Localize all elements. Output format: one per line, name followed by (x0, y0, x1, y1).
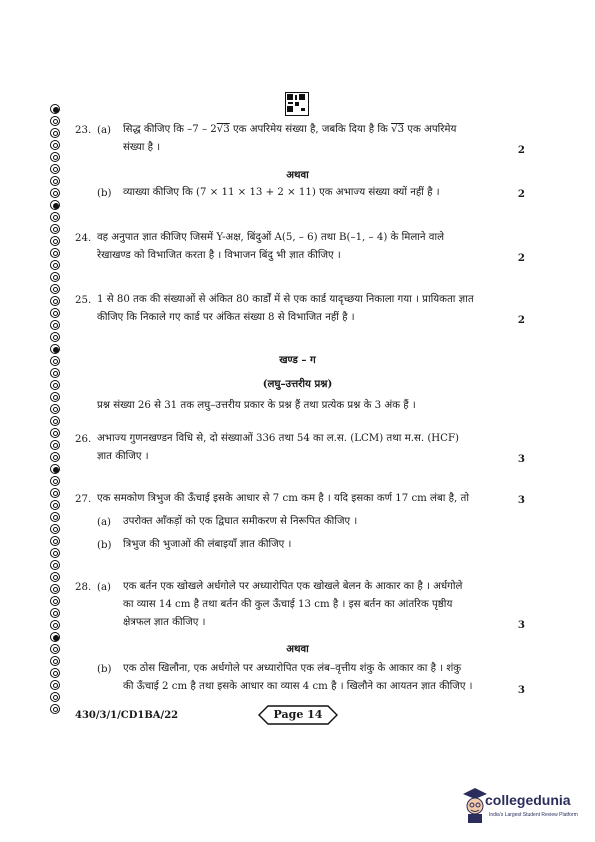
question-part-label: (a) (97, 582, 112, 593)
question-24-text: वह अनुपात ज्ञात कीजिए जिसमें Y-अक्ष, बिंदुओं A(5, – 6) तथा B(–1, – 4) के मिलाने वाले रेखाखण्ड को विभाजित करता है । विभाजन बिंदु भी ज्ञात कीजिए । (97, 232, 444, 261)
registration-circle (50, 500, 60, 510)
registration-circle (50, 584, 60, 594)
question-number: 25. (75, 295, 92, 306)
registration-circle (50, 320, 60, 330)
marks: 3 (517, 494, 525, 506)
registration-circle (50, 620, 60, 630)
registration-circle (50, 680, 60, 690)
question-27a-text: उपरोक्त आँकड़ों को एक द्विघात समीकरण से निरूपित कीजिए । (123, 516, 358, 527)
registration-circle (50, 464, 60, 474)
registration-circle (50, 476, 60, 486)
question-part-label: (b) (97, 664, 112, 675)
question-number: 23. (75, 125, 92, 136)
page-number: Page 14 (273, 708, 323, 721)
paper-code: 430/3/1/CD1BA/22 (75, 710, 179, 721)
registration-circles (50, 104, 64, 716)
question-number: 28. (75, 582, 92, 593)
question-part-label: (b) (97, 540, 112, 551)
registration-circle (50, 116, 60, 126)
registration-circle (50, 692, 60, 702)
question-27b-text: त्रिभुज की भुजाओं की लंबाइयाँ ज्ञात कीजिए । (123, 539, 292, 550)
brand-name: collegedunia (485, 792, 571, 808)
collegedunia-mascot-icon (459, 786, 487, 824)
registration-circle (50, 536, 60, 546)
registration-circle (50, 668, 60, 678)
question-28a-text: एक बर्तन एक खोखले अर्धगोले पर अध्यारोपित एक खोखले बेलन के आकार का है । अर्धगोले का व्यास 14 cm है तथा बर्तन की कुल ऊँचाई 13 cm है । इस बर्तन का आंतरिक पृष्ठीय क्षेत्रफल ज्ञात कीजिए । (123, 581, 463, 628)
registration-circle (50, 284, 60, 294)
qr-code-icon (285, 92, 309, 116)
registration-circle (50, 512, 60, 522)
registration-circle (50, 104, 60, 114)
section-instruction: प्रश्न संख्या 26 से 31 तक लघु–उत्तरीय प्रकार के प्रश्न हैं तथा प्रत्येक प्रश्न के 3 अंक हैं । (97, 400, 416, 411)
registration-circle (50, 272, 60, 282)
section-subtitle: (लघु–उत्तरीय प्रश्न) (262, 378, 333, 390)
question-number: 27. (75, 494, 92, 505)
marks: 2 (517, 144, 525, 156)
registration-circle (50, 572, 60, 582)
registration-circle (50, 260, 60, 270)
registration-circle (50, 488, 60, 498)
registration-circle (50, 428, 60, 438)
registration-circle (50, 200, 60, 210)
question-part-label: (a) (97, 517, 112, 528)
registration-circle (50, 236, 60, 246)
collegedunia-logo (459, 786, 584, 826)
marks: 2 (517, 252, 525, 264)
question-25-text: 1 से 80 तक की संख्याओं से अंकित 80 कार्डों में से एक कार्ड यादृच्छया निकाला गया । प्रायिकता ज्ञात कीजिए कि निकाले गए कार्ड पर अंकित संख्या 8 से विभाजित नहीं है । (97, 294, 474, 323)
question-28b-text: एक ठोस खिलौना, एक अर्धगोले पर अध्यारोपित एक लंब–वृत्तीय शंकु के आकार का है । शंकु की ऊँचाई 2 cm है तथा इसके आधार का व्यास 4 cm है । खिलौने का आयतन ज्ञात कीजिए । (123, 663, 473, 692)
registration-circle (50, 596, 60, 606)
registration-circle (50, 248, 60, 258)
or-separator: अथवा (286, 169, 309, 181)
registration-circle (50, 308, 60, 318)
registration-circle (50, 392, 60, 402)
or-separator: अथवा (286, 643, 309, 655)
registration-circle (50, 524, 60, 534)
brand-tagline: India's Largest Student Review Platform (489, 812, 578, 818)
question-part-label: (b) (97, 188, 112, 199)
registration-circle (50, 188, 60, 198)
question-number: 24. (75, 233, 92, 244)
marks: 3 (517, 619, 525, 631)
registration-circle (50, 452, 60, 462)
question-23b-text: व्याख्या कीजिए कि (7 × 11 × 13 + 2 × 11) एक अभाज्य संख्या क्यों नहीं है । (123, 187, 440, 198)
question-26-text: अभाज्य गुणनखण्डन विधि से, दो संख्याओं 336 तथा 54 का ल.स. (LCM) तथा म.स. (HCF) ज्ञात कीजिए । (97, 433, 460, 462)
marks: 3 (517, 684, 525, 696)
page-number-badge (258, 705, 338, 725)
registration-circle (50, 332, 60, 342)
registration-circle (50, 416, 60, 426)
registration-circle (50, 608, 60, 618)
question-part-label: (a) (97, 125, 112, 136)
registration-circle (50, 212, 60, 222)
registration-circle (50, 440, 60, 450)
registration-circle (50, 548, 60, 558)
registration-circle (50, 404, 60, 414)
registration-circle (50, 560, 60, 570)
registration-circle (50, 140, 60, 150)
marks: 2 (517, 314, 525, 326)
marks: 3 (517, 453, 525, 465)
registration-circle (50, 224, 60, 234)
marks: 2 (517, 188, 525, 200)
question-23a-text: सिद्ध कीजिए कि –7 – 2√3 एक अपरिमेय संख्या है, जबकि दिया है कि √3 एक अपरिमेय संख्या है । (123, 124, 457, 153)
registration-circle (50, 296, 60, 306)
registration-circle (50, 704, 60, 714)
registration-circle (50, 128, 60, 138)
section-title: खण्ड – ग (279, 354, 316, 366)
question-27-text: एक समकोण त्रिभुज की ऊँचाई इसके आधार से 7 cm कम है । यदि इसका कर्ण 17 cm लंबा है, तो (97, 493, 469, 504)
registration-circle (50, 656, 60, 666)
question-number: 26. (75, 434, 92, 445)
registration-circle (50, 152, 60, 162)
